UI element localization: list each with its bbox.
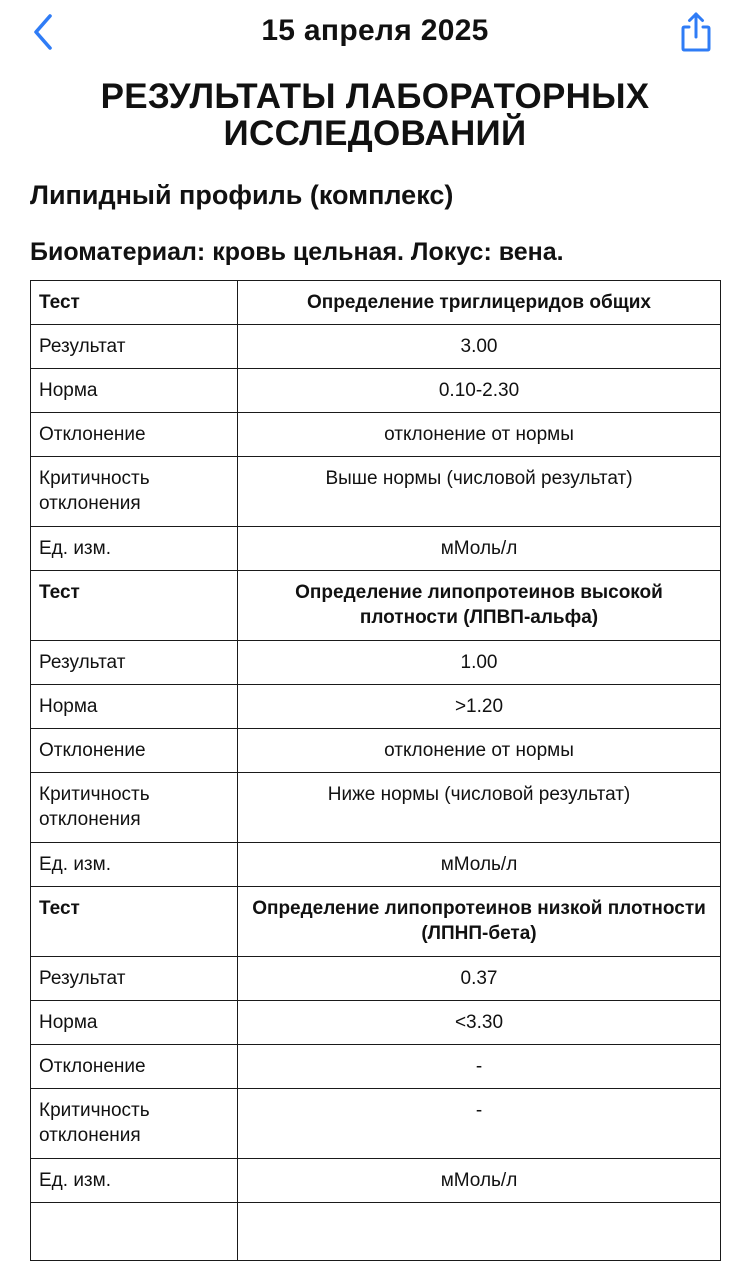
test-name: Определение липопротеинов высокой плотности (ЛПВП-альфа) (238, 571, 721, 641)
unit-value: мМоль/л (238, 843, 721, 887)
deviation-label: Отклонение (31, 729, 238, 773)
deviation-label: Отклонение (31, 1045, 238, 1089)
unit-label: Ед. изм. (31, 843, 238, 887)
criticality-value: Ниже нормы (числовой результат) (238, 773, 721, 843)
share-button[interactable] (676, 10, 716, 54)
document-title-line-2: ИССЛЕДОВАНИЙ (223, 114, 527, 153)
result-row (31, 957, 721, 1001)
norm-label: Норма (31, 1001, 238, 1045)
norm-row (31, 369, 721, 413)
criticality-label: Критичность отклонения (31, 1089, 238, 1159)
share-icon (678, 11, 714, 53)
result-value: 0.37 (238, 957, 721, 1001)
test-header-row (31, 571, 721, 641)
result-value: 3.00 (238, 325, 721, 369)
test-name: Определение липопротеинов низкой плотности (ЛПНП-бета) (238, 887, 721, 957)
deviation-value: - (238, 1045, 721, 1089)
result-row (31, 325, 721, 369)
test-label: Тест (31, 571, 238, 641)
norm-row (31, 685, 721, 729)
criticality-row (31, 457, 721, 527)
unit-row (31, 527, 721, 571)
result-value: 1.00 (238, 641, 721, 685)
test-header-row (31, 281, 721, 325)
deviation-label: Отклонение (31, 413, 238, 457)
unit-value: мМоль/л (238, 1159, 721, 1203)
criticality-row (31, 1089, 721, 1159)
criticality-row (31, 773, 721, 843)
unit-label: Ед. изм. (31, 1159, 238, 1203)
unit-row (31, 843, 721, 887)
criticality-value: Выше нормы (числовой результат) (238, 457, 721, 527)
results-table (30, 280, 721, 1261)
test-header-row (31, 887, 721, 957)
norm-value: 0.10-2.30 (238, 369, 721, 413)
result-label: Результат (31, 325, 238, 369)
deviation-value: отклонение от нормы (238, 413, 721, 457)
result-label: Результат (31, 957, 238, 1001)
navigation-bar (0, 0, 750, 66)
norm-value: >1.20 (238, 685, 721, 729)
unit-value: мМоль/л (238, 527, 721, 571)
criticality-value: - (238, 1089, 721, 1159)
deviation-row (31, 729, 721, 773)
table-cell (238, 1203, 721, 1261)
norm-row (31, 1001, 721, 1045)
biomaterial-info: Биоматериал: кровь цельная. Локус: вена. (30, 238, 564, 266)
result-label: Результат (31, 641, 238, 685)
deviation-row (31, 413, 721, 457)
norm-label: Норма (31, 685, 238, 729)
result-row (31, 641, 721, 685)
criticality-label: Критичность отклонения (31, 773, 238, 843)
unit-row (31, 1159, 721, 1203)
table-row (31, 1203, 721, 1261)
document-title-line-1: РЕЗУЛЬТАТЫ ЛАБОРАТОРНЫХ (100, 77, 650, 116)
norm-value: <3.30 (238, 1001, 721, 1045)
test-label: Тест (31, 281, 238, 325)
page-date-title: 15 апреля 2025 (261, 14, 489, 47)
deviation-value: отклонение от нормы (238, 729, 721, 773)
document-title (0, 78, 750, 152)
unit-label: Ед. изм. (31, 527, 238, 571)
table-cell (31, 1203, 238, 1261)
test-label: Тест (31, 887, 238, 957)
criticality-label: Критичность отклонения (31, 457, 238, 527)
test-name: Определение триглицеридов общих (238, 281, 721, 325)
deviation-row (31, 1045, 721, 1089)
panel-title: Липидный профиль (комплекс) (30, 180, 454, 210)
norm-label: Норма (31, 369, 238, 413)
